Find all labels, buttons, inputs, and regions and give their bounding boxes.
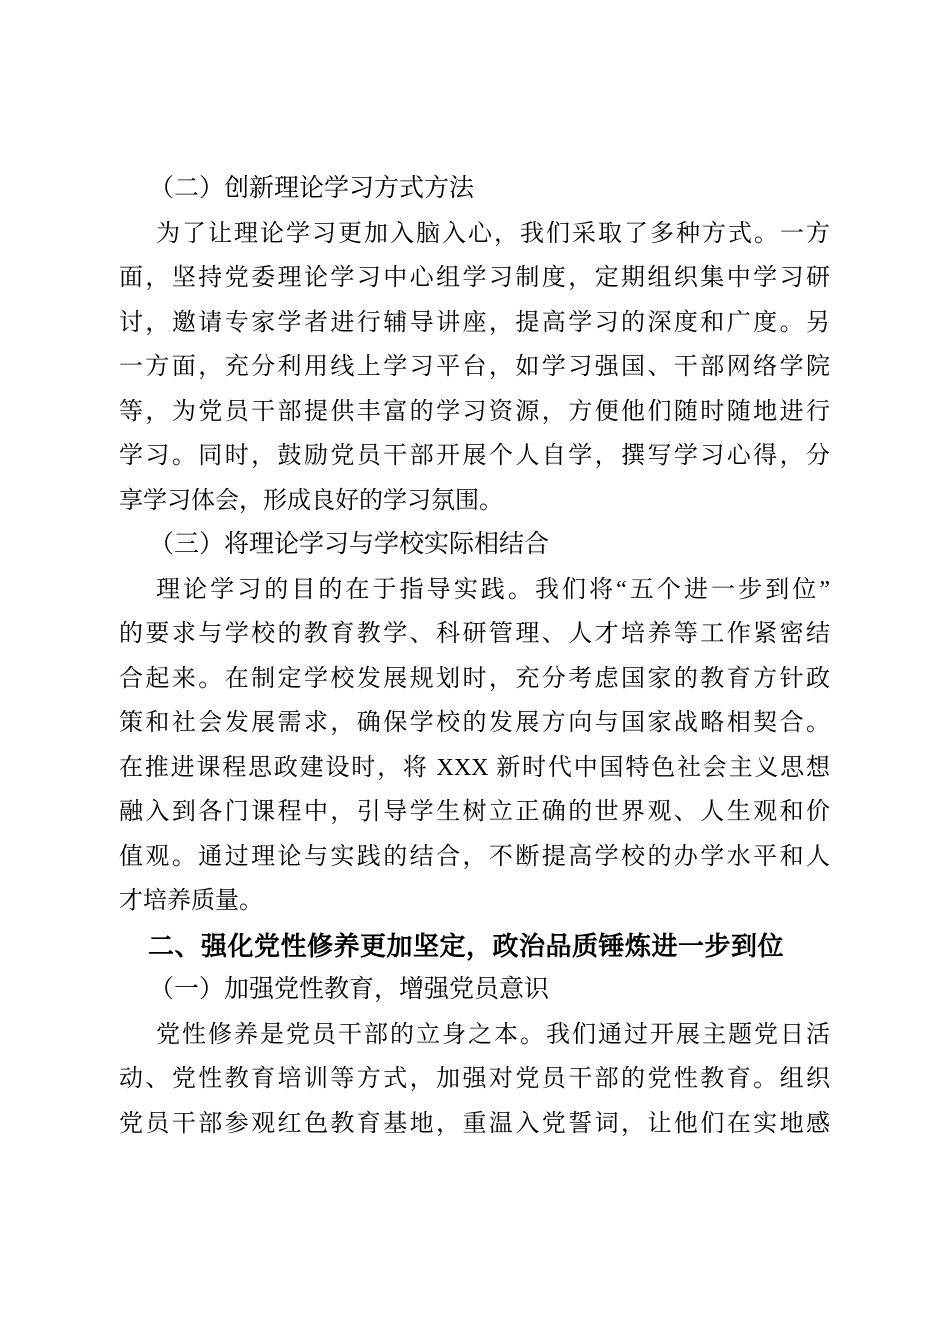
body-text-line: 动、党性教育培训等方式，加强对党员干部的党性教育。组织 bbox=[119, 1066, 830, 1092]
body-text-line: 策和社会发展需求，确保学校的发展方向与国家战略相契合。 bbox=[119, 710, 830, 736]
sub-heading-line: （三）将理论学习与学校实际相结合 bbox=[149, 531, 550, 558]
body-text-line: 学习。同时，鼓励党员干部开展个人自学，撰写学习心得，分 bbox=[119, 443, 830, 469]
body-text-line: 融入到各门课程中，引导学生树立正确的世界观、人生观和价 bbox=[119, 799, 830, 825]
body-text-line: 讨，邀请专家学者进行辅导讲座，提高学习的深度和广度。另 bbox=[119, 309, 830, 336]
body-text-line: 一方面，充分利用线上学习平台，如学习强国、干部网络学院 bbox=[119, 354, 830, 380]
body-text-line: 合起来。在制定学校发展规划时，充分考虑国家的教育方针政 bbox=[119, 665, 830, 692]
body-text-line: 党性修养是党员干部的立身之本。我们通过开展主题党日活 bbox=[156, 1021, 830, 1048]
body-text-line: 的要求与学校的教育教学、科研管理、人才培养等工作紧密结 bbox=[119, 621, 830, 647]
body-text-line: 党员干部参观红色教育基地，重温入党誓词，让他们在实地感 bbox=[119, 1110, 830, 1137]
body-text-line: 面，坚持党委理论学习中心组学习制度，定期组织集中学习研 bbox=[119, 265, 830, 291]
sub-heading-line: （二）创新理论学习方式方法 bbox=[149, 175, 475, 202]
section-heading-line: 二、强化党性修养更加坚定，政治品质锤炼进一步到位 bbox=[148, 930, 785, 961]
body-text-line: 等，为党员干部提供丰富的学习资源，方便他们随时随地进行 bbox=[119, 398, 830, 425]
body-text-line: 在推进课程思政建设时，将 XXX 新时代中国特色社会主义思想 bbox=[119, 754, 830, 781]
body-text-line: 为了让理论学习更加入脑入心，我们采取了多种方式。一方 bbox=[156, 220, 830, 247]
body-text-line: 值观。通过理论与实践的结合，不断提高学校的办学水平和人 bbox=[119, 843, 830, 870]
body-text-line: 享学习体会，形成良好的学习氛围。 bbox=[119, 487, 503, 514]
body-text-line: 才培养质量。 bbox=[119, 888, 263, 914]
sub-heading-line: （一）加强党性教育，增强党员意识 bbox=[149, 976, 550, 1003]
document-text-block bbox=[119, 167, 830, 1146]
body-text-line: 理论学习的目的在于指导实践。我们将“五个进一步到位” bbox=[156, 576, 830, 603]
